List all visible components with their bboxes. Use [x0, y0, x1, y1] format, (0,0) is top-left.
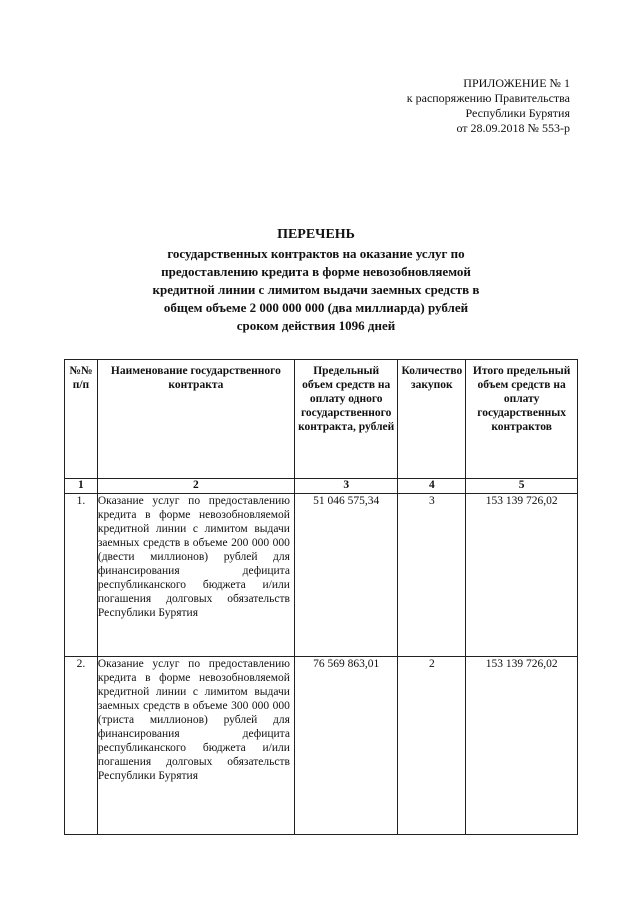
total-value: 153 139 726,02	[466, 657, 578, 835]
header-number: №№ п/п	[65, 360, 98, 479]
title-line: кредитной линии с лимитом выдачи заемных средств в	[152, 282, 480, 297]
table-row	[65, 494, 578, 657]
title-line: предоставлению кредита в форме невозобновляемой	[161, 264, 471, 279]
appendix-header	[407, 76, 570, 136]
title-line: сроком действия 1096 дней	[236, 318, 396, 333]
appendix-number: ПРИЛОЖЕНИЕ № 1	[463, 76, 570, 90]
header-total-limit: Итого предельный объем средств на оплату государственных контрактов	[466, 360, 578, 479]
document-title	[70, 226, 562, 335]
purchase-count: 3	[398, 494, 466, 657]
column-number: 5	[466, 479, 578, 494]
contracts-table	[64, 359, 578, 835]
title-main: ПЕРЕЧЕНЬ	[277, 227, 355, 242]
title-line: общем объеме 2 000 000 000 (два миллиарда) рублей	[163, 300, 469, 315]
row-number: 2.	[65, 657, 98, 835]
appendix-date: от 28.09.2018 № 553-р	[456, 121, 570, 135]
appendix-ref-line: Республики Бурятия	[465, 106, 570, 120]
row-number: 1.	[65, 494, 98, 657]
column-number: 2	[97, 479, 294, 494]
contract-name: Оказание услуг по предоставлению кредита в форме невозобновляемой кредитной линии с лимитом выдачи заемных средств в объеме 300 000 000 (триста миллионов) рублей для финансирования дефицита республиканского бюджета и/или погашения долговых обязательств Республики Бурятия	[97, 657, 294, 835]
column-number: 1	[65, 479, 98, 494]
total-value: 153 139 726,02	[466, 494, 578, 657]
limit-value: 51 046 575,34	[294, 494, 398, 657]
header-purchase-count: Количество закупок	[398, 360, 466, 479]
title-line: государственных контрактов на оказание услуг по	[167, 246, 465, 261]
appendix-ref-line: к распоряжению Правительства	[406, 91, 570, 105]
table-row	[65, 657, 578, 835]
contract-name: Оказание услуг по предоставлению кредита в форме невозобновляемой кредитной линии с лимитом выдачи заемных средств в объеме 200 000 000 (двести миллионов) рублей для финансирования дефицита республиканского бюджета и/или погашения долговых обязательств Республики Бурятия	[97, 494, 294, 657]
column-number: 4	[398, 479, 466, 494]
limit-value: 76 569 863,01	[294, 657, 398, 835]
table-header-row	[65, 360, 578, 479]
header-limit-per-contract: Предельный объем средств на оплату одного государственного контракта, рублей	[294, 360, 398, 479]
column-number: 3	[294, 479, 398, 494]
header-contract-name: Наименование государственного контракта	[97, 360, 294, 479]
purchase-count: 2	[398, 657, 466, 835]
column-number-row	[65, 479, 578, 494]
